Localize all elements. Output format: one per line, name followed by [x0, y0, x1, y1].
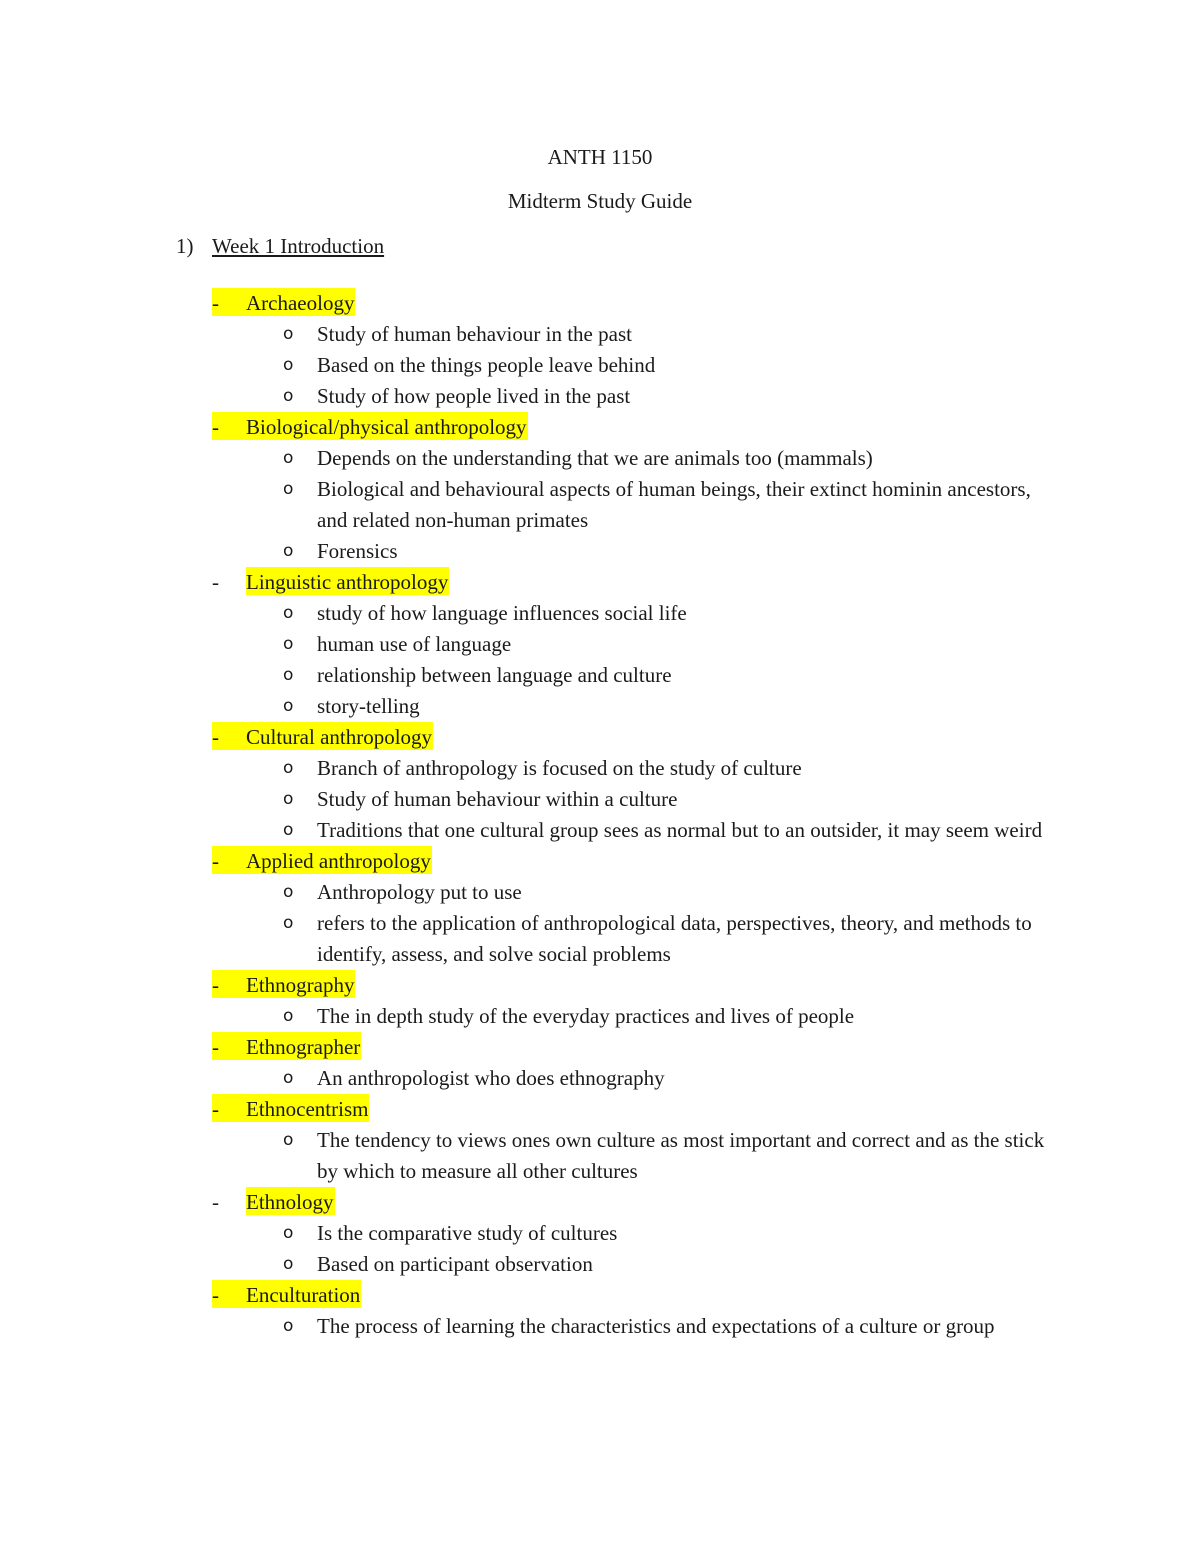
- course-code: ANTH 1150: [547, 145, 653, 169]
- term-row: [0, 567, 1200, 598]
- definition-item: [0, 691, 1200, 722]
- definition-text: study of how language influences social life: [317, 601, 687, 625]
- circle-bullet-icon: o: [283, 1254, 294, 1274]
- dash-bullet: -: [212, 1280, 248, 1308]
- definition-item: [0, 381, 1200, 412]
- definition-text: human use of language: [317, 632, 512, 656]
- definition-text: relationship between language and culture: [317, 663, 672, 687]
- definition-item: [0, 1125, 1200, 1187]
- circle-bullet-icon: o: [283, 820, 294, 840]
- definition-item: [0, 319, 1200, 350]
- circle-bullet-icon: o: [283, 386, 294, 406]
- dash-bullet: -: [212, 722, 248, 750]
- definition-text: The tendency to views ones own culture as most important and correct and as the stick by which to measure all other cultures: [317, 1128, 1045, 1183]
- circle-bullet-icon: o: [283, 324, 294, 344]
- term-label: Archaeology: [246, 288, 355, 316]
- term-row: [0, 288, 1200, 319]
- definition-text: An anthropologist who does ethnography: [317, 1066, 665, 1090]
- dash-bullet: -: [212, 846, 248, 874]
- definition-text: Depends on the understanding that we are animals too (mammals): [317, 446, 873, 470]
- circle-bullet-icon: o: [283, 665, 294, 685]
- definition-item: [0, 350, 1200, 381]
- section-heading: [176, 231, 384, 261]
- definition-item: [0, 753, 1200, 784]
- section-number: 1): [176, 234, 194, 258]
- definition-text: story-telling: [317, 694, 420, 718]
- circle-bullet-icon: o: [283, 448, 294, 468]
- circle-bullet-icon: o: [283, 1223, 294, 1243]
- term-label: Ethnographer: [246, 1032, 361, 1060]
- definition-item: [0, 877, 1200, 908]
- circle-bullet-icon: o: [283, 1316, 294, 1336]
- definition-text: Is the comparative study of cultures: [317, 1221, 618, 1245]
- circle-bullet-icon: o: [283, 603, 294, 623]
- dash-bullet: -: [212, 412, 248, 440]
- definition-item: [0, 784, 1200, 815]
- circle-bullet-icon: o: [283, 541, 294, 561]
- term-label: Applied anthropology: [246, 846, 432, 874]
- term-row: [0, 970, 1200, 1001]
- definition-item: [0, 815, 1200, 846]
- definition-text: Traditions that one cultural group sees as normal but to an outsider, it may seem weird: [317, 818, 1043, 842]
- term-label: Cultural anthropology: [246, 722, 433, 750]
- term-label: Enculturation: [246, 1280, 361, 1308]
- definition-text: Anthropology put to use: [317, 880, 522, 904]
- circle-bullet-icon: o: [283, 1130, 294, 1150]
- term-list: [0, 288, 1200, 1342]
- term-label: Ethnology: [246, 1187, 335, 1215]
- definition-text: The in depth study of the everyday practices and lives of people: [317, 1004, 855, 1028]
- circle-bullet-icon: o: [283, 882, 294, 902]
- definition-text: Study of human behaviour within a culture: [317, 787, 678, 811]
- term-label: Ethnography: [246, 970, 355, 998]
- term-row: [0, 722, 1200, 753]
- term-row: [0, 412, 1200, 443]
- circle-bullet-icon: o: [283, 634, 294, 654]
- dash-bullet: -: [212, 570, 219, 594]
- term-label: Ethnocentrism: [246, 1094, 369, 1122]
- definition-text: Study of how people lived in the past: [317, 384, 631, 408]
- definition-item: [0, 1063, 1200, 1094]
- circle-bullet-icon: o: [283, 1006, 294, 1026]
- definition-text: Branch of anthropology is focused on the study of culture: [317, 756, 802, 780]
- definition-item: [0, 443, 1200, 474]
- term-label: Linguistic anthropology: [246, 567, 449, 595]
- definition-item: [0, 536, 1200, 567]
- term-label: Biological/physical anthropology: [246, 412, 528, 440]
- circle-bullet-icon: o: [283, 758, 294, 778]
- definition-item: [0, 1249, 1200, 1280]
- definition-text: The process of learning the characteristics and expectations of a culture or group: [317, 1314, 995, 1338]
- circle-bullet-icon: o: [283, 1068, 294, 1088]
- circle-bullet-icon: o: [283, 479, 294, 499]
- definition-text: refers to the application of anthropological data, perspectives, theory, and methods to identify, assess, and solve social problems: [317, 911, 1032, 966]
- definition-text: Study of human behaviour in the past: [317, 322, 632, 346]
- dash-bullet: -: [212, 1094, 248, 1122]
- dash-bullet: -: [212, 970, 248, 998]
- definition-item: [0, 660, 1200, 691]
- term-row: [0, 1032, 1200, 1063]
- definition-text: Based on the things people leave behind: [317, 353, 656, 377]
- term-row: [0, 846, 1200, 877]
- circle-bullet-icon: o: [283, 913, 294, 933]
- definition-item: [0, 474, 1200, 536]
- dash-bullet: -: [212, 1032, 248, 1060]
- definition-text: Biological and behavioural aspects of human beings, their extinct hominin ancestors, and related non-human primates: [317, 477, 1031, 532]
- definition-item: [0, 598, 1200, 629]
- definition-text: Based on participant observation: [317, 1252, 593, 1276]
- document-title: Midterm Study Guide: [507, 189, 693, 213]
- dash-bullet: -: [212, 288, 248, 316]
- definition-item: [0, 1001, 1200, 1032]
- definition-text: Forensics: [317, 539, 398, 563]
- dash-bullet: -: [212, 1190, 219, 1214]
- term-row: [0, 1094, 1200, 1125]
- term-row: [0, 1280, 1200, 1311]
- definition-item: [0, 908, 1200, 970]
- circle-bullet-icon: o: [283, 696, 294, 716]
- section-title: Week 1 Introduction: [212, 234, 385, 258]
- circle-bullet-icon: o: [283, 789, 294, 809]
- circle-bullet-icon: o: [283, 355, 294, 375]
- definition-item: [0, 1311, 1200, 1342]
- definition-item: [0, 629, 1200, 660]
- term-row: [0, 1187, 1200, 1218]
- definition-item: [0, 1218, 1200, 1249]
